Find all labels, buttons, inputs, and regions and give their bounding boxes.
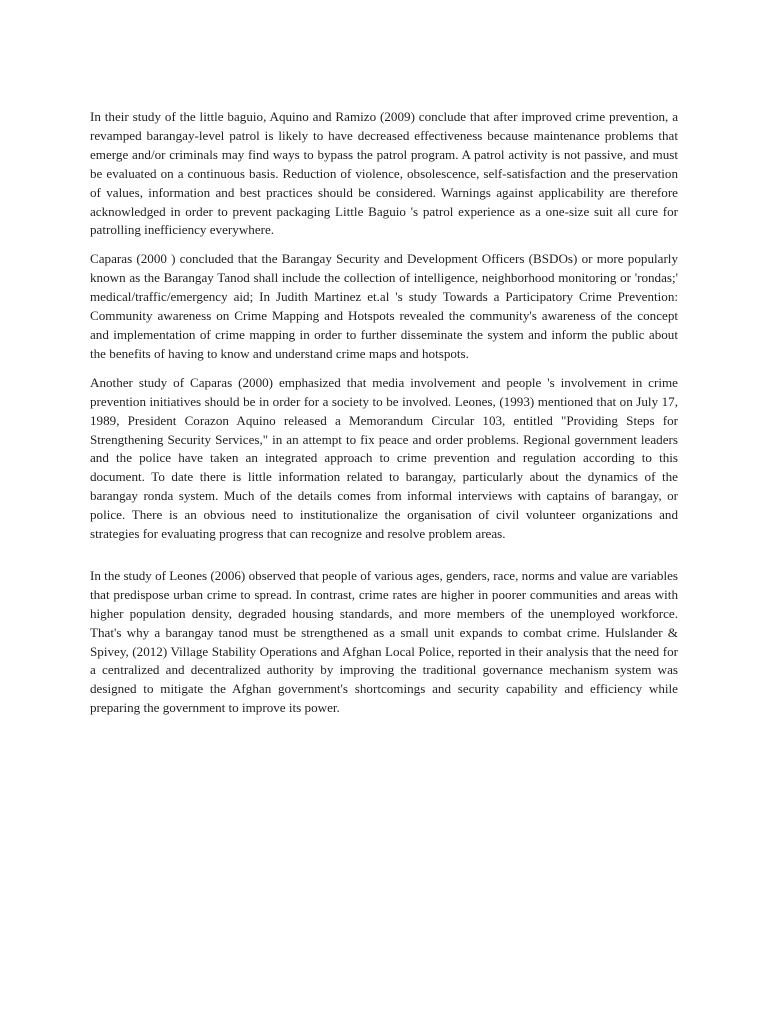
paragraph-3: Another study of Caparas (2000) emphasized that media involvement and people 's involvement in crime prevention initiatives should be in order for a society to be involved. Leones, (1993) mentioned that on July 17, 1989, President Corazon Aquino released a Memorandum Circular 103, entitled "Providing Steps for Strengthening Security Services," in an attempt to fix peace and order problems. Regional government leaders and the police have taken an integrated approach to crime prevention and regulation according to this document. To date there is little information related to barangay, particularly about the dynamics of the barangay ronda system. Much of the details comes from informal interviews with captains of barangay, or police. There is an obvious need to institutionalize the organisation of civil volunteer organizations and strategies for evaluating progress that can recognize and resolve problem areas. <box>90 374 678 542</box>
paragraph-2: Caparas (2000 ) concluded that the Barangay Security and Development Officers (BSDOs) or more popularly known as the Barangay Tanod shall include the collection of intelligence, neighborhood monitoring or 'rondas;' medical/traffic/emergency aid; In Judith Martinez et.al 's study Towards a Participatory Crime Prevention: Community awareness on Crime Mapping and Hotspots revealed the community's awareness of the concept and implementation of crime mapping in order to further disseminate the system and inform the public about the benefits of having to know and understand crime maps and hotspots. <box>90 251 678 361</box>
paragraph-4: In the study of Leones (2006) observed that people of various ages, genders, race, norms and value are variables that predispose urban crime to spread. In contrast, crime rates are higher in poorer communities and areas with higher population density, degraded housing standards, and more members of the unemployed workforce. That's why a barangay tanod must be strengthened as a small unit expands to combat crime. Hulslander & Spivey, (2012) Village Stability Operations and Afghan Local Police, reported in their analysis that the need for a centralized and decentralized authority by improving the traditional governance mechanism system was designed to mitigate the Afghan government's shortcomings and security capability and efficiency while preparing the government to improve its power. <box>90 567 678 716</box>
document-body <box>90 108 678 728</box>
paragraph-1: In their study of the little baguio, Aquino and Ramizo (2009) conclude that after improved crime prevention, a revamped barangay-level patrol is likely to have decreased effectiveness because maintenance problems that emerge and/or criminals may find ways to bypass the patrol program. A patrol activity is not passive, and must be evaluated on a continuous basis. Reduction of violence, obsolescence, self-satisfaction and the preservation of values, information and best practices should be considered. Warnings against applicability are therefore acknowledged in order to prevent packaging Little Baguio 's patrol experience as a one-size suit all cure for patrolling inefficiency everywhere. <box>90 109 678 238</box>
